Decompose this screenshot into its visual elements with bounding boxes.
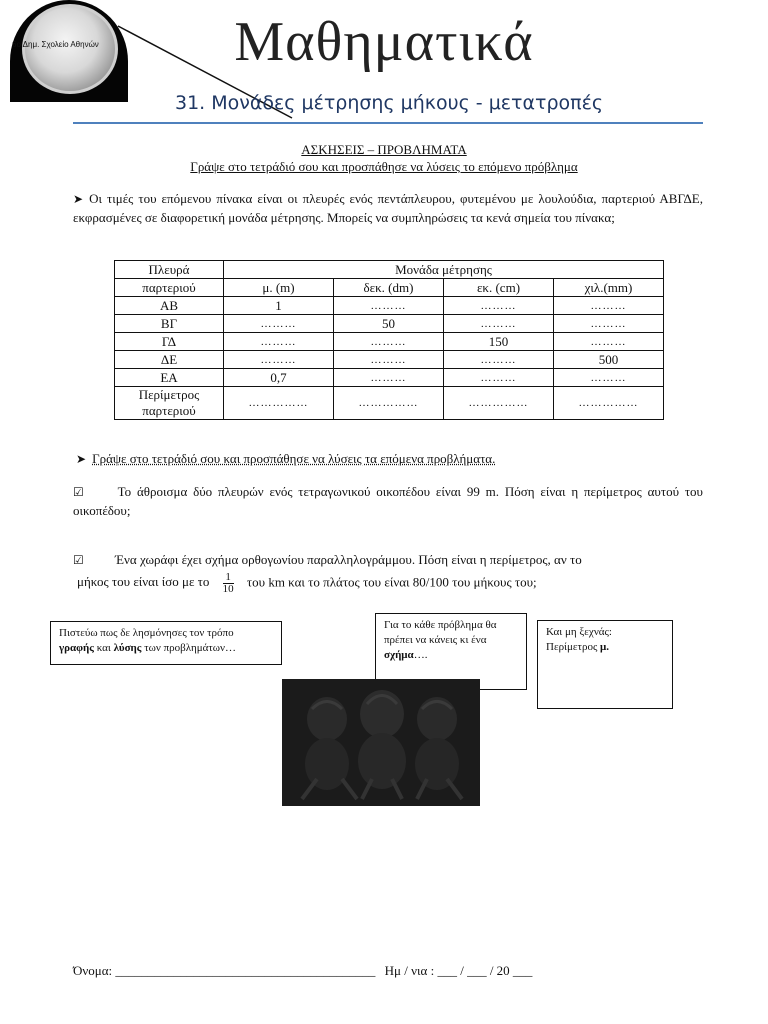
table-cell: 0,7 — [224, 369, 334, 387]
row-side: ΒΓ — [115, 315, 224, 333]
row-side: ΑΒ — [115, 297, 224, 315]
table-cell: 50 — [334, 315, 444, 333]
date-blank: ___ / ___ / 20 ___ — [437, 963, 533, 978]
table-units-row — [115, 279, 664, 297]
date-label: Ημ / νια : — [384, 963, 435, 978]
blank-cell: ……… — [444, 369, 554, 387]
unit-header: Μονάδα μέτρησης — [224, 261, 664, 279]
problem2-line2: μήκος του είναι ίσο με το $\frac{1}{10}$ του km και το πλάτος του είναι 80/100 του μήκους του; — [77, 571, 537, 595]
cartoon-characters — [282, 679, 480, 806]
unit-dm: δεκ. (dm) — [334, 279, 444, 297]
blank-cell: ……… — [334, 297, 444, 315]
table-row — [115, 297, 664, 315]
blank-cell: …………… — [224, 387, 334, 420]
blank-cell: …………… — [554, 387, 664, 420]
tasks-heading: ➤ Γράψε στο τετράδιό σου και προσπάθησε να λύσεις τα επόμενα προβλήματα. — [76, 451, 496, 466]
blank-cell: …………… — [444, 387, 554, 420]
blank-cell: ……… — [334, 369, 444, 387]
exercise1-text: ➤ Οι τιμές του επόμενου πίνακα είναι οι πλευρές ενός πεντάπλευρου, φυτεμένου με λουλούδια, παρτεριού ΑΒΓΔΕ, εκφρασμένες σε διαφορετική μονάδα μέτρησης. Μπορείς να συμπληρώσεις τα κενά σημεία του πίνακα; — [73, 191, 703, 225]
blank-cell: ……… — [554, 297, 664, 315]
blank-cell: ……… — [224, 315, 334, 333]
name-blank: ________________________________________ — [115, 963, 376, 978]
unit-cm: εκ. (cm) — [444, 279, 554, 297]
table-cell: 500 — [554, 351, 664, 369]
table-row — [115, 333, 664, 351]
blank-cell: …………… — [334, 387, 444, 420]
table-cell: 150 — [444, 333, 554, 351]
checkbox-icon: ☑ — [73, 553, 84, 567]
lesson-subtitle: 31. Μονάδες μέτρησης μήκους - μετατροπές — [174, 92, 603, 114]
note-box-middle: Για το κάθε πρόβλημα θα πρέπει να κάνεις κι ένα σχήμα…. — [375, 613, 527, 690]
table-row — [115, 315, 664, 333]
table-row — [115, 369, 664, 387]
table-cell: 1 — [224, 297, 334, 315]
section-instruction: Γράψε στο τετράδιό σου και προσπάθησε να λύσεις το επόμενο πρόβλημα — [190, 159, 578, 174]
section-heading: ΑΣΚΗΣΕΙΣ – ΠΡΟΒΛΗΜΑΤΑ — [301, 142, 467, 157]
blank-cell: ……… — [224, 351, 334, 369]
cartoon-image — [282, 679, 480, 806]
problem1: ☑ Το άθροισμα δύο πλευρών ενός τετραγωνικού οικοπέδου είναι 99 m. Πόση είναι η περίμετρος αυτού του οικοπέδου; — [73, 484, 703, 518]
blank-cell: ……… — [554, 333, 664, 351]
side-header: Πλευρά — [115, 261, 224, 279]
blank-cell: ……… — [554, 369, 664, 387]
blank-cell: ……… — [444, 297, 554, 315]
blank-cell: ……… — [444, 351, 554, 369]
table-header-row — [115, 261, 664, 279]
note-box-right: Και μη ξεχνάς: Περίμετρος μ. — [537, 620, 673, 709]
title-divider — [73, 122, 703, 124]
name-label: Όνομα: — [73, 963, 113, 978]
unit-m: μ. (m) — [224, 279, 334, 297]
page-title: Μαθηματικά — [234, 11, 534, 73]
units-table — [114, 260, 664, 420]
blank-cell: ……… — [444, 315, 554, 333]
arrow-bullet-icon: ➤ — [73, 192, 84, 206]
row-side: ΔΕ — [115, 351, 224, 369]
unit-mm: χιλ.(mm) — [554, 279, 664, 297]
logo-text: 6ο Δημ. Σχολείο Αθηνών — [12, 40, 99, 49]
problem2-line1: ☑ Ένα χωράφι έχει σχήμα ορθογωνίου παραλληλογράμμου. Πόση είναι η περίμετρος, αν το — [73, 552, 582, 567]
note-box-left: Πιστεύω πως δε λησμόνησες τον τρόπο γραφής και λύσης των προβλημάτων… — [50, 621, 282, 665]
perimeter-row — [115, 387, 664, 420]
arrow-bullet-icon: ➤ — [76, 452, 87, 466]
row-side: ΓΔ — [115, 333, 224, 351]
table-row — [115, 351, 664, 369]
fraction-one-tenth: $\frac{1}{10}$ — [222, 571, 234, 595]
side-header-2: παρτεριού — [115, 279, 224, 297]
blank-cell: ……… — [334, 351, 444, 369]
footer — [73, 963, 532, 979]
blank-cell: ……… — [224, 333, 334, 351]
row-side: ΕΑ — [115, 369, 224, 387]
checkbox-icon: ☑ — [73, 485, 84, 499]
perimeter-label: Περίμετρος παρτεριού — [115, 387, 224, 420]
blank-cell: ……… — [554, 315, 664, 333]
blank-cell: ……… — [334, 333, 444, 351]
